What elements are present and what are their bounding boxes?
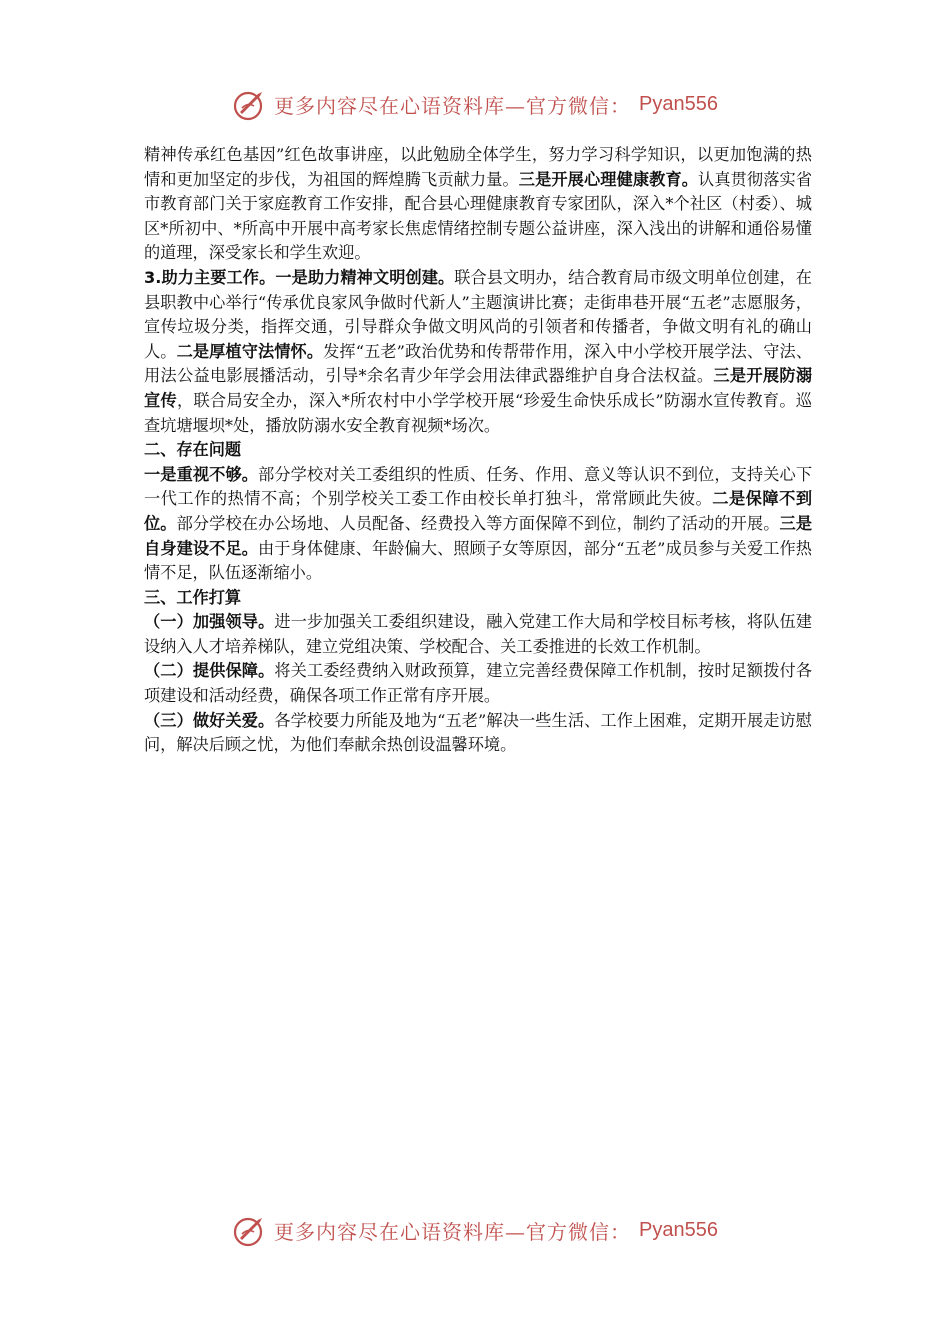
paragraph-5 (144, 659, 812, 708)
bold-run: 三是自身建设不足。 (144, 513, 813, 558)
document-body (144, 143, 812, 758)
paragraph-1 (144, 143, 812, 266)
text-run: 精神传承红色基因”红色故事讲座，以此勉励全体学生，努力学习科学知识，以更加饱满的热情和更加坚定的步伐，为祖国的辉煌腾飞贡献力量。 (144, 145, 812, 189)
paragraph-3 (144, 463, 812, 586)
text-run: ，联合局安全办，深入*所农村中小学学校开展“珍爱生命快乐成长”防溺水宣传教育。巡查坑塘堰坝*处，播放防溺水安全教育视频*场次。 (144, 390, 812, 435)
bold-run: 三是开展心理健康教育。 (518, 169, 699, 189)
text-run: 认真贯彻落实省市教育部门关于家庭教育工作安排，配合县心理健康教育专家团队，深入*个社区（村委）、城区*所初中、*所高中开展中高考家长焦虑情绪控制专题公益讲座，深入浅出的讲解和通俗易懂的道理，深受家长和学生欢迎。 (144, 169, 813, 263)
text-run: 由于身体健康、年龄偏大、照顾子女等原因，部分“五老”成员参与关爱工作热情不足，队伍逐渐缩小。 (144, 538, 812, 583)
section-heading-plans: 三、工作打算 (144, 587, 242, 607)
bold-run: （二）提供保障。 (144, 661, 275, 681)
footer-watermark (0, 1210, 950, 1250)
bold-run: 二是厚植守法情怀。 (176, 341, 324, 361)
text-run: 发挥“五老”政治优势和传帮带作用，深入中小学校开展学法、守法、用法公益电影展播活动，引导*余名青少年学会用法律武器维护自身合法权益。 (144, 341, 813, 386)
bold-run: 二是保障不到位。 (144, 489, 813, 533)
watermark-handle: Pyan556 (639, 1218, 718, 1241)
bold-run: （三）做好关爱。 (144, 710, 275, 730)
text-run: 进一步加强关工委组织建设，融入党建工作大局和学校目标考核，将队伍建设纳入人才培养梯队，建立党组决策、学校配合、关工委推进的长效工作机制。 (144, 612, 813, 656)
paragraph-6 (144, 709, 812, 758)
bold-run: 一是重视不够。 (144, 464, 259, 484)
watermark-text: 更多内容尽在心语资料库—官方微信： (274, 1219, 632, 1244)
text-run: 将关工委经费纳入财政预算，建立完善经费保障工作机制，按时足额拨付各项建设和活动经费，确保各项工作正常有序开展。 (144, 661, 813, 706)
pen-logo-icon (232, 1212, 268, 1248)
section-heading-problems: 二、存在问题 (144, 440, 242, 460)
text-run: 联合县文明办，结合教育局市级文明单位创建，在县职教中心举行“传承优良家风争做时代新人”主题演讲比赛；走街串巷开展“五老”志愿服务，宣传垃圾分类，指挥交通，引导群众争做文明风尚的引领者和传播者，争做文明有礼的确山人。 (144, 267, 812, 361)
text-run: 部分学校对关工委组织的性质、任务、作用、意义等认识不到位，支持关心下一代工作的热情不高；个别学校关工委工作由校长单打独斗，常常顾此失彼。 (144, 464, 813, 509)
text-run: 部分学校在办公场地、人员配备、经费投入等方面保障不到位，制约了活动的开展。 (176, 513, 780, 533)
bold-run: 三是开展防溺宣传 (144, 366, 813, 410)
watermark-handle: Pyan556 (639, 92, 718, 115)
pen-logo-icon (232, 86, 268, 122)
bold-run: （一）加强领导。 (144, 612, 275, 632)
bold-run: 3.助力主要工作。一是助力精神文明创建。 (144, 267, 455, 287)
paragraph-2 (144, 266, 812, 438)
watermark-text: 更多内容尽在心语资料库—官方微信： (274, 93, 632, 118)
paragraph-4 (144, 610, 812, 659)
text-run: 各学校要力所能及地为“五老”解决一些生活、工作上困难，定期开展走访慰问，解决后顾之忧，为他们奉献余热创设温馨环境。 (144, 710, 812, 755)
header-watermark (0, 84, 950, 124)
